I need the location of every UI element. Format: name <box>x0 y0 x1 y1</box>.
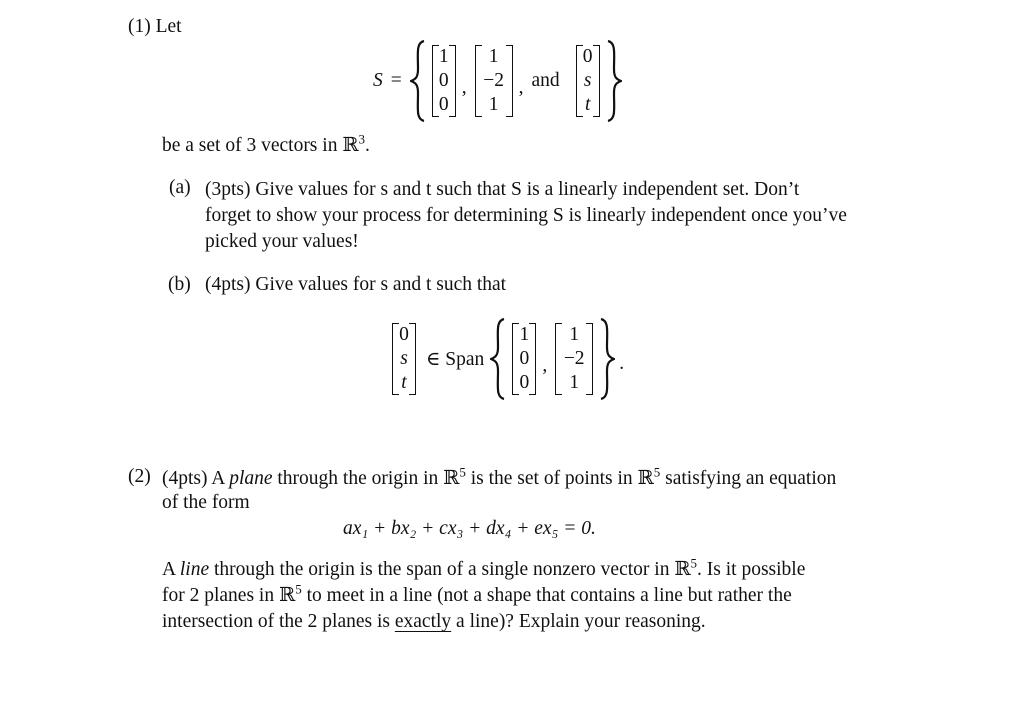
span-membership <box>392 320 624 398</box>
text: (4pts) A <box>162 468 230 489</box>
vector-1 <box>432 45 456 117</box>
entry: −2 <box>563 348 585 369</box>
q2-line-2: of the form <box>162 492 250 513</box>
set-name: S <box>373 70 383 91</box>
left-brace-icon <box>490 317 506 401</box>
right-brace-icon <box>599 317 615 401</box>
line: (3pts) Give values for s and t such that S is a linearly independent set. Don’t <box>205 179 800 200</box>
set-definition <box>373 42 622 120</box>
entry: 0 <box>519 372 530 393</box>
text: satisfying an equation <box>660 468 837 489</box>
entry: 1 <box>519 324 530 345</box>
superscript: 5 <box>459 464 466 480</box>
entry: 1 <box>569 324 580 345</box>
text: . Is it possible <box>697 559 806 580</box>
in-span: ∈ Span <box>426 349 485 370</box>
entry: s <box>400 348 408 369</box>
entry: 0 <box>438 94 449 115</box>
part-b-label: (b) <box>168 274 191 295</box>
entry: 1 <box>488 94 499 115</box>
part-a-label: (a) <box>169 177 191 198</box>
text: to meet in a line (not a shape that contains a line but rather the <box>301 585 792 606</box>
left-brace-icon <box>410 39 426 123</box>
equals-sign: = <box>390 70 402 91</box>
span-vector-2 <box>555 323 593 395</box>
entry: 1 <box>488 46 499 67</box>
span-vector-1 <box>512 323 536 395</box>
entry: 0 <box>399 324 409 345</box>
plane-equation: ax₁ + bx₂ + cx₃ + dx₄ + ex₅ = 0. <box>343 518 596 539</box>
entry: 0 <box>582 46 593 67</box>
line <box>162 557 805 583</box>
q2-line-1 <box>162 466 836 490</box>
superscript: 5 <box>295 581 302 597</box>
entry: 0 <box>438 70 449 91</box>
and-word: and <box>531 70 560 91</box>
entry: 0 <box>519 348 530 369</box>
q2-paragraph <box>162 557 805 635</box>
emphasis: plane <box>229 468 273 489</box>
q2-label: (2) <box>128 466 151 487</box>
part-b-text: (4pts) Give values for s and t such that <box>205 274 507 295</box>
text: . <box>365 135 370 156</box>
vector-lhs <box>392 323 416 395</box>
entry: s <box>583 70 592 91</box>
line: forget to show your process for determining S is linearly independent once you’ve <box>205 205 847 226</box>
right-brace-icon <box>606 39 622 123</box>
text: for 2 planes in ℝ <box>162 585 296 606</box>
line: picked your values! <box>205 231 359 252</box>
superscript: 3 <box>358 131 366 147</box>
entry: −2 <box>483 70 504 91</box>
period: . <box>619 353 625 374</box>
text: through the origin in ℝ <box>272 468 460 489</box>
entry: 1 <box>438 46 449 67</box>
entry: t <box>584 94 591 115</box>
emphasis: line <box>179 559 210 580</box>
superscript: 5 <box>653 464 661 480</box>
comma: , <box>461 77 467 98</box>
text: is the set of points in ℝ <box>465 468 654 489</box>
vector-3 <box>576 45 600 117</box>
line <box>162 583 805 609</box>
part-a-text <box>205 177 847 255</box>
text: be a set of 3 vectors in ℝ <box>162 135 359 156</box>
comma: , <box>542 355 548 376</box>
comma: , <box>518 77 524 98</box>
vector-2 <box>475 45 513 117</box>
superscript: 5 <box>690 555 698 571</box>
text: intersection of the 2 planes is <box>162 611 395 632</box>
text: A <box>162 559 180 580</box>
text: a line)? Explain your reasoning. <box>451 611 706 632</box>
entry: t <box>401 372 407 393</box>
underlined-word: exactly <box>394 611 452 632</box>
entry: 1 <box>569 372 580 393</box>
text: through the origin is the span of a single nonzero vector in ℝ <box>209 559 691 580</box>
q1-label: (1) Let <box>128 16 182 37</box>
line <box>162 609 805 635</box>
set-description <box>162 133 370 157</box>
